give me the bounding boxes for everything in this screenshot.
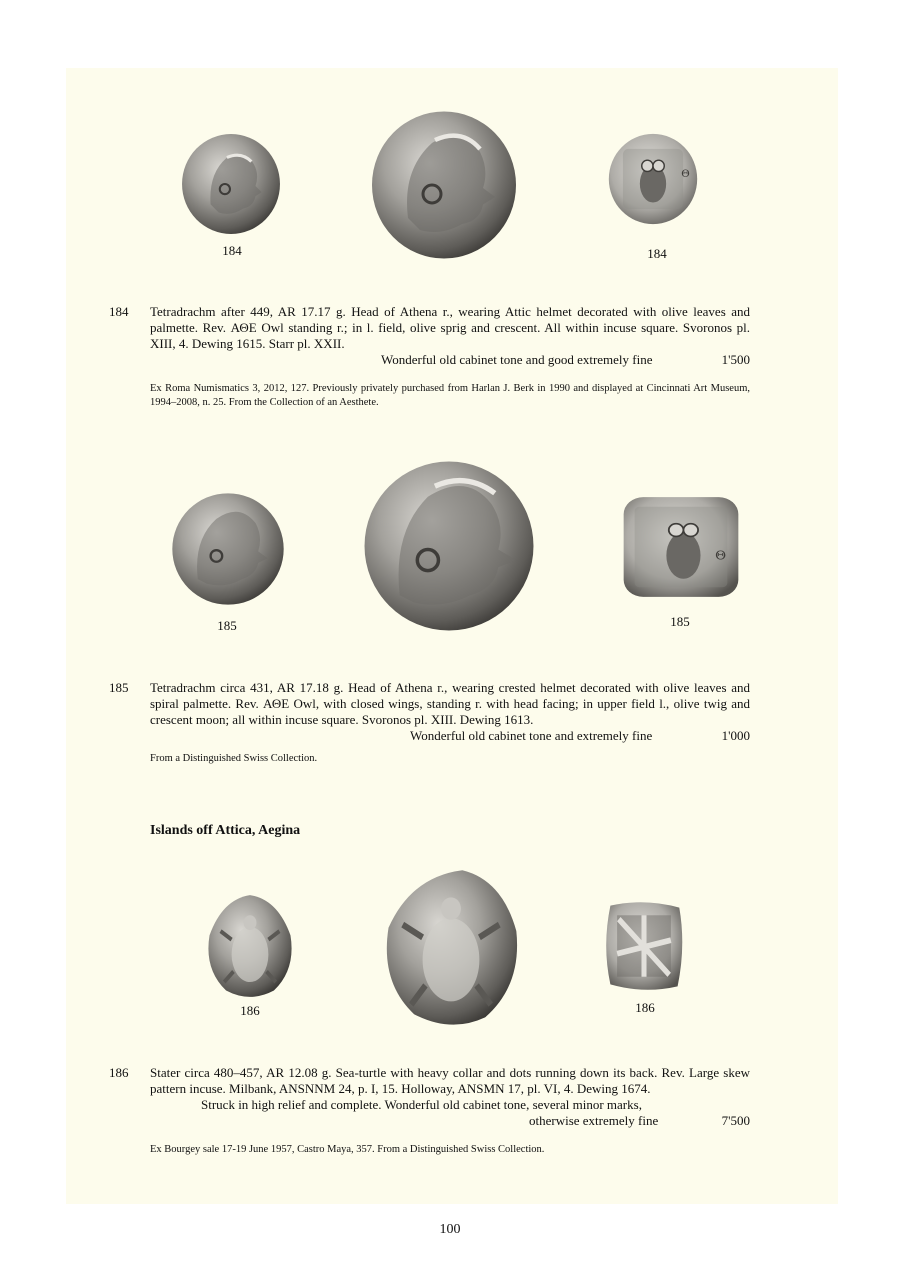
section-heading: Islands off Attica, Aegina	[150, 823, 301, 838]
sea-turtle-icon	[204, 893, 296, 999]
svg-text:Θ: Θ	[681, 168, 690, 181]
lot-number: 184	[109, 304, 129, 319]
athena-head-icon	[369, 106, 519, 264]
lot-186-photo-label: 186	[240, 1003, 260, 1018]
lot-186-obverse-photo	[204, 893, 296, 999]
incuse-skew-pattern-icon	[602, 898, 686, 994]
page-number: 100	[439, 1222, 461, 1237]
lot-description: Tetradrachm after 449, AR 17.17 g. Head of Athena r., wearing Attic helmet decorated with olive leaves and palmette. Rev. ΑΘΕ Owl standing r.; in l. field, olive sprig and crescent. All within incuse square. Svoronos pl. XIII, 4. Dewing 1615. Starr pl. XXII.	[150, 304, 750, 351]
lot-185-photo-label: 185	[217, 618, 237, 633]
lot-condition: Wonderful old cabinet tone and good extremely fine	[381, 352, 653, 367]
lot-185-obverse-enlarged-photo	[361, 458, 537, 634]
lot-184-reverse-photo	[606, 130, 700, 228]
lot-condition: Struck in high relief and complete. Wonderful old cabinet tone, several minor marks,	[201, 1097, 642, 1112]
athena-head-icon	[170, 490, 286, 608]
lot-184-obverse-enlarged-photo	[369, 106, 519, 264]
lot-185-obverse-photo	[170, 490, 286, 608]
lot-185-photo-label: 185	[670, 614, 690, 629]
lot-186-obverse-enlarged-photo	[380, 867, 522, 1027]
lot-condition: Wonderful old cabinet tone and extremely fine	[410, 728, 653, 743]
lot-description: Tetradrachm circa 431, AR 17.18 g. Head of Athena r., wearing crested helmet decorated with olive leaves and spiral palmette. Rev. ΑΘΕ Owl, with closed wings, standing r. with head facing; in upper field l., olive twig and crescent moon; all within incuse square. Svoronos pl. XIII. Dewing 1613.	[150, 680, 750, 727]
lot-number: 186	[109, 1065, 129, 1080]
lot-condition: otherwise extremely fine	[529, 1113, 659, 1128]
athena-head-icon	[180, 132, 282, 236]
lot-estimate: 1'000	[721, 728, 750, 743]
lot-184-photo-label: 184	[647, 246, 667, 261]
lot-provenance: Ex Bourgey sale 17-19 June 1957, Castro Maya, 357. From a Distinguished Swiss Collection.	[150, 1144, 545, 1155]
athena-head-icon	[361, 458, 537, 634]
lot-184-obverse-photo	[180, 132, 282, 236]
svg-text:Θ: Θ	[715, 548, 727, 563]
sea-turtle-icon	[380, 867, 522, 1027]
lot-186-photo-label: 186	[635, 1000, 655, 1015]
owl-icon	[606, 130, 700, 228]
lot-185-reverse-photo	[620, 494, 742, 600]
lot-estimate: 1'500	[721, 352, 750, 367]
lot-186-reverse-photo	[602, 898, 686, 994]
lot-estimate: 7'500	[721, 1113, 750, 1128]
lot-provenance: From a Distinguished Swiss Collection.	[150, 753, 318, 764]
lot-description: Stater circa 480–457, AR 12.08 g. Sea-turtle with heavy collar and dots running down its back. Rev. Large skew pattern incuse. Milbank, ANSNNM 24, p. I, 15. Holloway, ANSMN 17, pl. VI, 4. Dewing 1674.	[150, 1065, 750, 1096]
lot-184-photo-label: 184	[222, 243, 242, 258]
owl-icon	[620, 494, 742, 600]
lot-number: 185	[109, 680, 129, 695]
lot-provenance: Ex Roma Numismatics 3, 2012, 127. Previously privately purchased from Harlan J. Berk in 1990 and displayed at Cincinnati Art Museum, 1994–2008, n. 25. From the Collection of an Aesthete.	[150, 383, 750, 408]
